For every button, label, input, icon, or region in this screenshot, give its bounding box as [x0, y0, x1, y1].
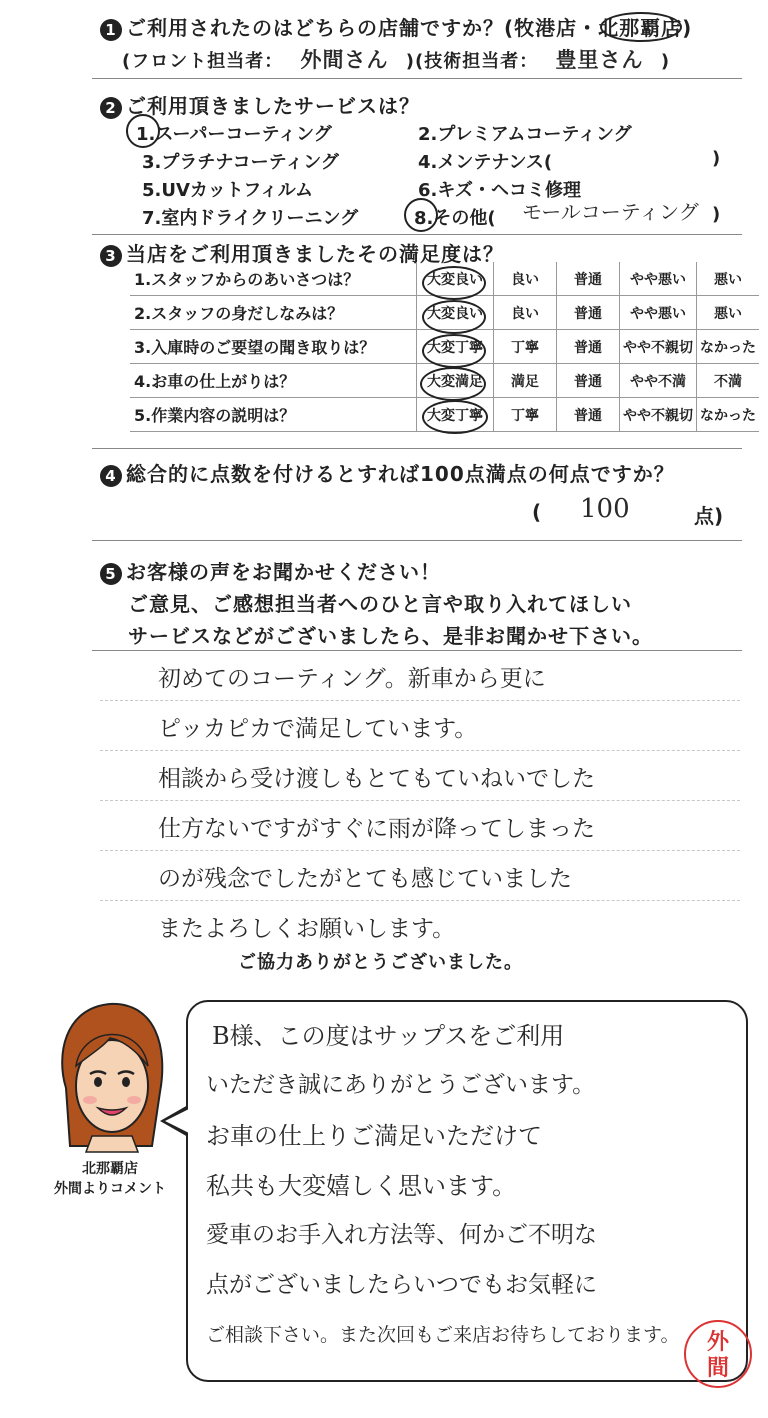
staff-reply-line: いただき誠にありがとうございます。 [206, 1072, 596, 1098]
rating-option: 普通 [557, 364, 620, 398]
customer-comment-line: 相談から受け渡しもとてもていねいでした [158, 766, 595, 792]
service-option: 4.メンテナンス( [418, 152, 553, 173]
question-number: 3 [100, 245, 122, 267]
service-close-paren: ) [712, 204, 721, 225]
rating-option: 大変良い [417, 262, 494, 296]
service-option: 5.UVカットフィルム [142, 180, 314, 201]
rating-option: やや不親切 [620, 330, 697, 364]
satisfaction-question: 3.入庫時のご要望の聞き取りは？ [130, 330, 417, 364]
rating-option: 普通 [557, 398, 620, 432]
rating-option: 普通 [557, 262, 620, 296]
thanks-message: ご協力ありがとうございました。 [238, 952, 523, 973]
selected-service-circle [404, 198, 438, 232]
question-2-text: ご利用頂きましたサービスは？ [126, 94, 420, 118]
score-value: 100 [580, 494, 630, 524]
staff-store: 北那覇店 [82, 1161, 138, 1177]
satisfaction-question: 2.スタッフの身だしなみは？ [130, 296, 417, 330]
separator [92, 78, 742, 79]
other-service-value: モールコーティング [522, 200, 699, 224]
selected-service-circle [126, 114, 160, 148]
question-number: 1 [100, 19, 122, 41]
selected-rating-circle [422, 266, 486, 300]
rating-option: 大変良い [417, 296, 494, 330]
service-option: 8.その他( [414, 208, 496, 229]
tech-staff-label: )(技術担当者： [405, 51, 539, 72]
question-1-text: ご利用されたのはどちらの店舗ですか？(牧港店・北那覇店) [126, 16, 693, 40]
rating-option: やや不満 [620, 364, 697, 398]
staff-line [122, 44, 670, 74]
rating-option: なかった [697, 398, 760, 432]
service-option: 1.スーパーコーティング [136, 124, 332, 145]
satisfaction-question: 5.作業内容の説明は？ [130, 398, 417, 432]
question-4-text: 総合的に点数を付けるとすれば100点満点の何点ですか？ [126, 462, 675, 486]
front-staff-label: (フロント担当者： [122, 51, 284, 72]
speech-bubble-tail-inner [165, 1109, 189, 1133]
selected-rating-circle [422, 300, 486, 334]
rating-option: やや悪い [620, 296, 697, 330]
rating-option: 丁寧 [494, 330, 557, 364]
close-paren: ) [660, 51, 671, 72]
rating-option: 悪い [697, 262, 760, 296]
staff-reply-bubble [186, 1000, 748, 1382]
question-5 [100, 556, 441, 585]
question-3-text: 当店をご利用頂きましたその満足度は？ [126, 242, 504, 266]
satisfaction-question: 4.お車の仕上がりは？ [130, 364, 417, 398]
service-option: 3.プラチナコーティング [142, 152, 339, 173]
staff-reply-line: お車の仕上りご満足いただけて [206, 1122, 542, 1150]
rating-option: 良い [494, 296, 557, 330]
service-option: 6.キズ・ヘコミ修理 [418, 180, 582, 201]
separator [92, 234, 742, 235]
customer-comment-line: ピッカピカで満足しています。 [158, 716, 478, 742]
staff-reply-line: ご相談下さい。また次回もご来店お待ちしております。 [206, 1324, 680, 1346]
answer-line [100, 800, 740, 801]
question-5-line-3: サービスなどがございましたら、是非お聞かせ下さい。 [128, 624, 653, 648]
customer-comment-line: またよろしくお願いします。 [158, 916, 456, 942]
answer-line [100, 750, 740, 751]
score-unit: 点) [694, 504, 724, 528]
selected-rating-circle [422, 334, 486, 368]
rating-option: 丁寧 [494, 398, 557, 432]
answer-line [100, 700, 740, 701]
staff-reply-line: 愛車のお手入れ方法等、何かご不明な [206, 1222, 597, 1248]
staff-reply-line: 点がございましたらいつでもお気軽に [206, 1272, 597, 1298]
selected-rating-circle [420, 367, 486, 401]
selected-store-circle [600, 12, 682, 42]
front-staff-value: 外間さん [300, 47, 389, 72]
service-option: 2.プレミアムコーティング [418, 124, 632, 145]
selected-rating-circle [422, 400, 488, 434]
question-number: 5 [100, 563, 122, 585]
rating-option: 普通 [557, 296, 620, 330]
rating-option: 普通 [557, 330, 620, 364]
rating-option: 良い [494, 262, 557, 296]
rating-option: 大変丁寧 [417, 398, 494, 432]
separator [92, 650, 742, 651]
question-5-text: お客様の声をお聞かせください！ [126, 560, 441, 584]
satisfaction-question: 1.スタッフからのあいさつは？ [130, 262, 417, 296]
rating-option: 満足 [494, 364, 557, 398]
rating-option: やや不親切 [620, 398, 697, 432]
score-open-paren: ( [532, 500, 542, 524]
answer-line [100, 850, 740, 851]
customer-comment-line: 仕方ないですがすぐに雨が降ってしまった [158, 816, 595, 842]
rating-option: 大変満足 [417, 364, 494, 398]
tech-staff-value: 豊里さん [555, 47, 644, 72]
rating-option: なかった [697, 330, 760, 364]
rating-option: 不満 [697, 364, 760, 398]
name-stamp: 外 間 [684, 1320, 752, 1388]
staff-reply-line: 私共も大変嬉しく思います。 [206, 1172, 517, 1200]
staff-avatar [52, 996, 172, 1154]
service-close-paren: ) [712, 148, 721, 169]
rating-option: 大変丁寧 [417, 330, 494, 364]
staff-reply-line: B様、この度はサップスをご利用 [212, 1022, 565, 1050]
staff-comment-label: 外間よりコメント [54, 1181, 166, 1197]
service-option: 7.室内ドライクリーニング [142, 208, 359, 229]
rating-option: やや悪い [620, 262, 697, 296]
question-number: 2 [100, 97, 122, 119]
customer-comment-line: のが残念でしたがとても感じていました [158, 866, 572, 892]
question-4 [100, 458, 675, 487]
separator [92, 540, 742, 541]
question-5-line-2: ご意見、ご感想担当者へのひと言や取り入れてほしい [128, 592, 632, 616]
answer-line [100, 900, 740, 901]
customer-comment-line: 初めてのコーティング。新車から更に [158, 666, 546, 692]
rating-option: 悪い [697, 296, 760, 330]
separator [92, 448, 742, 449]
question-number: 4 [100, 465, 122, 487]
